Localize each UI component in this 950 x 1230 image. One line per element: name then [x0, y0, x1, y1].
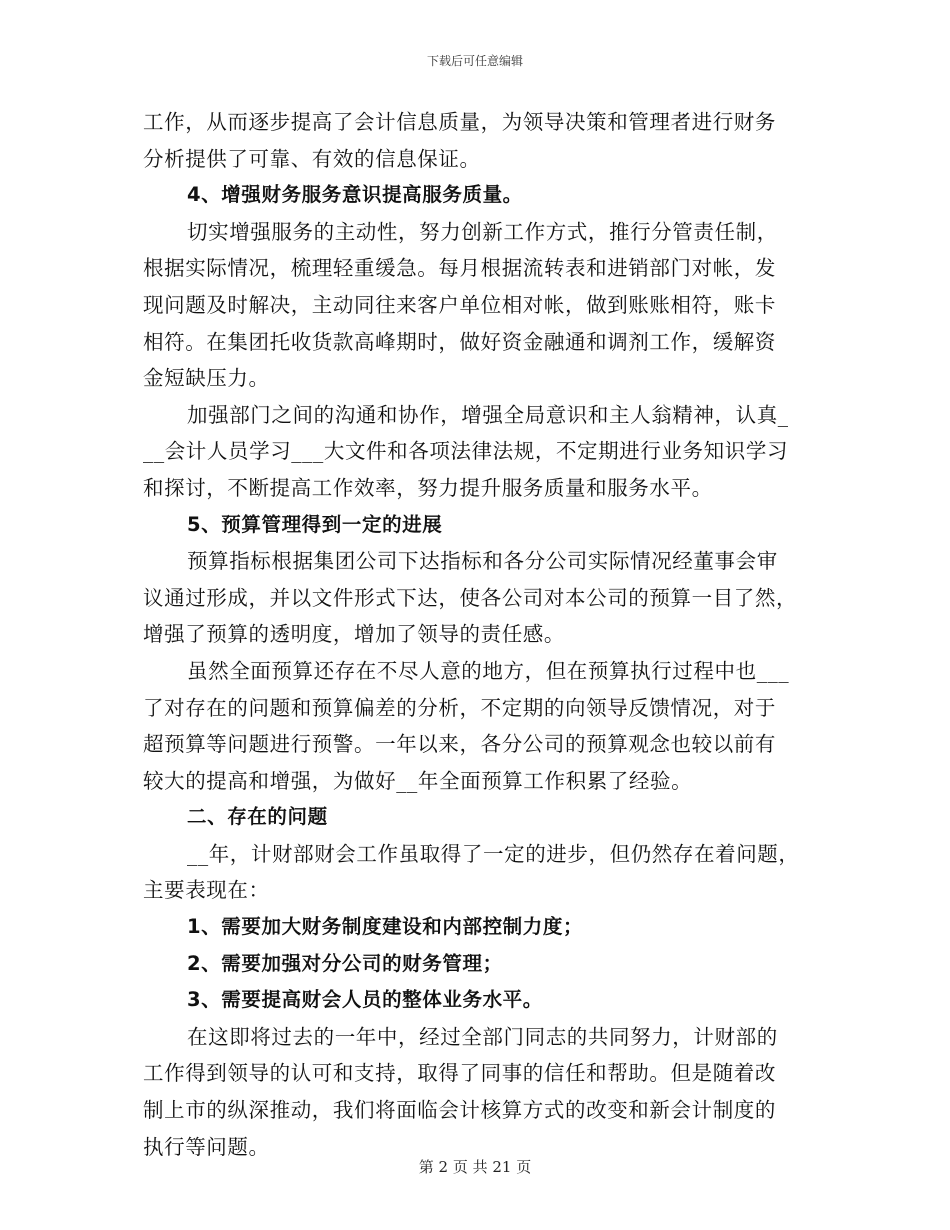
document-body — [143, 104, 809, 1165]
body-line: __年，计财部财会工作虽取得了一定的进步，但仍然存在着问题， — [187, 841, 800, 866]
body-line: 金短缺压力。 — [143, 366, 270, 391]
list-item: 3、需要提高财会人员的整体业务水平。 — [187, 988, 543, 1012]
body-line: 相符。在集团托收货款高峰期时，做好资金融通和调剂工作，缓解资 — [143, 329, 776, 354]
body-line: 主要表现在： — [143, 878, 270, 903]
body-line: 分析提供了可靠、有效的信息保证。 — [143, 146, 481, 171]
body-line: 制上市的纵深推动，我们将面临会计核算方式的改变和新会计制度的 — [143, 1098, 776, 1123]
body-line: 虽然全面预算还存在不尽人意的地方，但在预算执行过程中也___ — [187, 658, 790, 683]
body-line: 工作，从而逐步提高了会计信息质量，为领导决策和管理者进行财务 — [143, 110, 776, 134]
body-line: 超预算等问题进行预警。一年以来，各分公司的预算观念也较以前有 — [143, 732, 776, 757]
section-heading: 二、存在的问题 — [187, 805, 328, 829]
page-footer: 第 2 页 共 21 页 — [418, 1158, 532, 1176]
list-item: 2、需要加强对分公司的财务管理； — [187, 951, 503, 975]
body-line: 切实增强服务的主动性，努力创新工作方式，推行分管责任制， — [187, 219, 778, 244]
body-line: 了对存在的问题和预算偏差的分析，不定期的向领导反馈情况，对于 — [143, 695, 776, 720]
body-line: 现问题及时解决，主动同往来客户单位相对帐，做到账账相符，账卡 — [143, 292, 776, 317]
page-header: 下载后可任意编辑 — [426, 54, 523, 68]
body-line: 在这即将过去的一年中，经过全部门同志的共同努力，计财部的 — [187, 1024, 778, 1049]
body-line: 和探讨，不断提高工作效率，努力提升服务质量和服务水平。 — [143, 475, 713, 500]
section-heading: 4、增强财务服务意识提高服务质量。 — [187, 183, 523, 207]
body-line: __会计人员学习___大文件和各项法律法规，不定期进行业务知识学习 — [143, 439, 789, 464]
list-item: 1、需要加大财务制度建设和内部控制力度； — [187, 915, 584, 939]
body-line: 议通过形成，并以文件形式下达，使各公司对本公司的预算一目了然， — [143, 585, 798, 610]
body-line: 工作得到领导的认可和支持，取得了同事的信任和帮助。但是随着改 — [143, 1061, 776, 1086]
body-line: 根据实际情况，梳理轻重缓急。每月根据流转表和进销部门对帐，发 — [143, 256, 776, 281]
body-line: 增强了预算的透明度，增加了领导的责任感。 — [143, 622, 565, 647]
body-line: 较大的提高和增强，为做好__年全面预算工作积累了经验。 — [143, 768, 693, 793]
section-heading: 5、预算管理得到一定的进展 — [187, 512, 443, 536]
body-line: 加强部门之间的沟通和协作，增强全局意识和主人翁精神，认真_ — [187, 402, 789, 427]
body-line: 预算指标根据集团公司下达指标和各分公司实际情况经董事会审 — [187, 549, 778, 574]
body-line: 执行等问题。 — [143, 1134, 270, 1159]
